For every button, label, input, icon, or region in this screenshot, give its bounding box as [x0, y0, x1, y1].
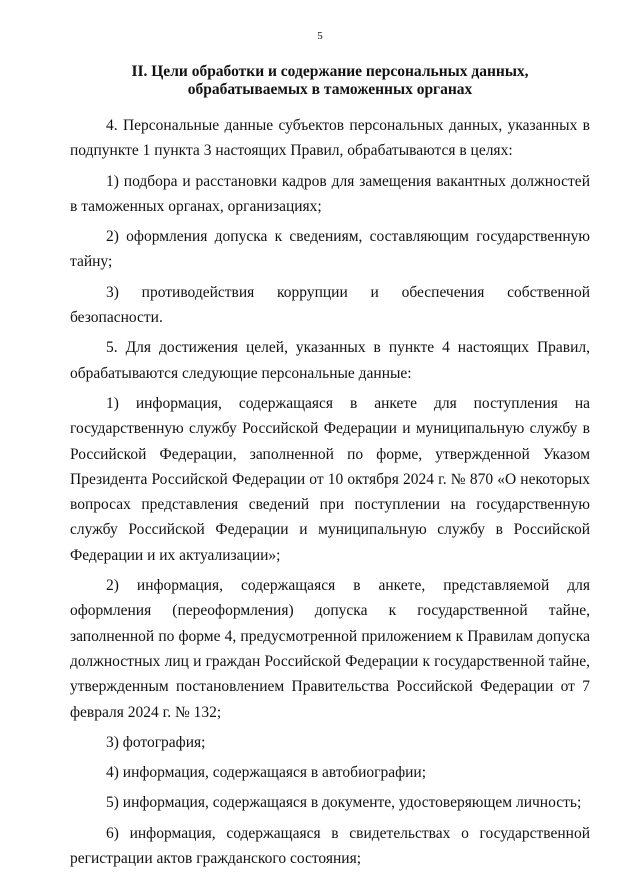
paragraph-4-item-3: 3) противодействия коррупции и обеспечения собственной безопасности.: [70, 283, 590, 327]
section-title-line-2: обрабатываемых в таможенных органах: [187, 81, 473, 98]
paragraph-4-item-1: 1) подбора и расстановки кадров для замещения вакантных должностей в таможенных органах, организациях;: [70, 172, 590, 215]
paragraph-5-item-1: 1) информация, содержащаяся в анкете для поступления на государственную службу Российской Федерации и муниципальную службу в Российской Федерации, заполненной по форме, утвержденной Указом Президента Российской Федерации от 10 октября 2024 г. № 870 «О некоторых вопросах представления сведений при поступлении на государственную службу Российской Федерации и муниципальную службу в Российской Федерации и их актуализации»;: [70, 394, 590, 564]
paragraph-5: 5. Для достижения целей, указанных в пункте 4 настоящих Правил, обрабатываются следующие персональные данные:: [70, 339, 590, 382]
paragraph-5-item-6: 6) информация, содержащаяся в свидетельствах о государственной регистрации актов гражданского состояния;: [70, 824, 590, 868]
paragraph-5-item-4: 4) информация, содержащаяся в автобиографии;: [106, 764, 427, 782]
paragraph-5-item-2: 2) информация, содержащаяся в анкете, представляемой для оформления (переоформления) допуска к государственной тайне, заполненной по форме 4, предусмотренной приложением к Правилам допуска должностных лиц и граждан Российской Федерации к государственной тайне, утвержденным постановлением Правительства Российской Федерации от 7 февраля 2024 г. № 132;: [70, 577, 590, 721]
paragraph-4-item-2: 2) оформления допуска к сведениям, составляющим государственную тайну;: [70, 228, 590, 271]
paragraph-5-item-3: 3) фотография;: [106, 733, 206, 751]
paragraph-4: 4. Персональные данные субъектов персональных данных, указанных в подпункте 1 пункта 3 настоящих Правил, обрабатываются в целях:: [70, 117, 590, 160]
document-body: [70, 113, 590, 871]
page-number: 5: [317, 30, 323, 42]
section-title: [70, 63, 590, 99]
section-title-line-1: II. Цели обработки и содержание персональных данных,: [131, 63, 529, 80]
paragraph-5-item-5: 5) информация, содержащаяся в документе, удостоверяющем личность;: [106, 794, 582, 812]
